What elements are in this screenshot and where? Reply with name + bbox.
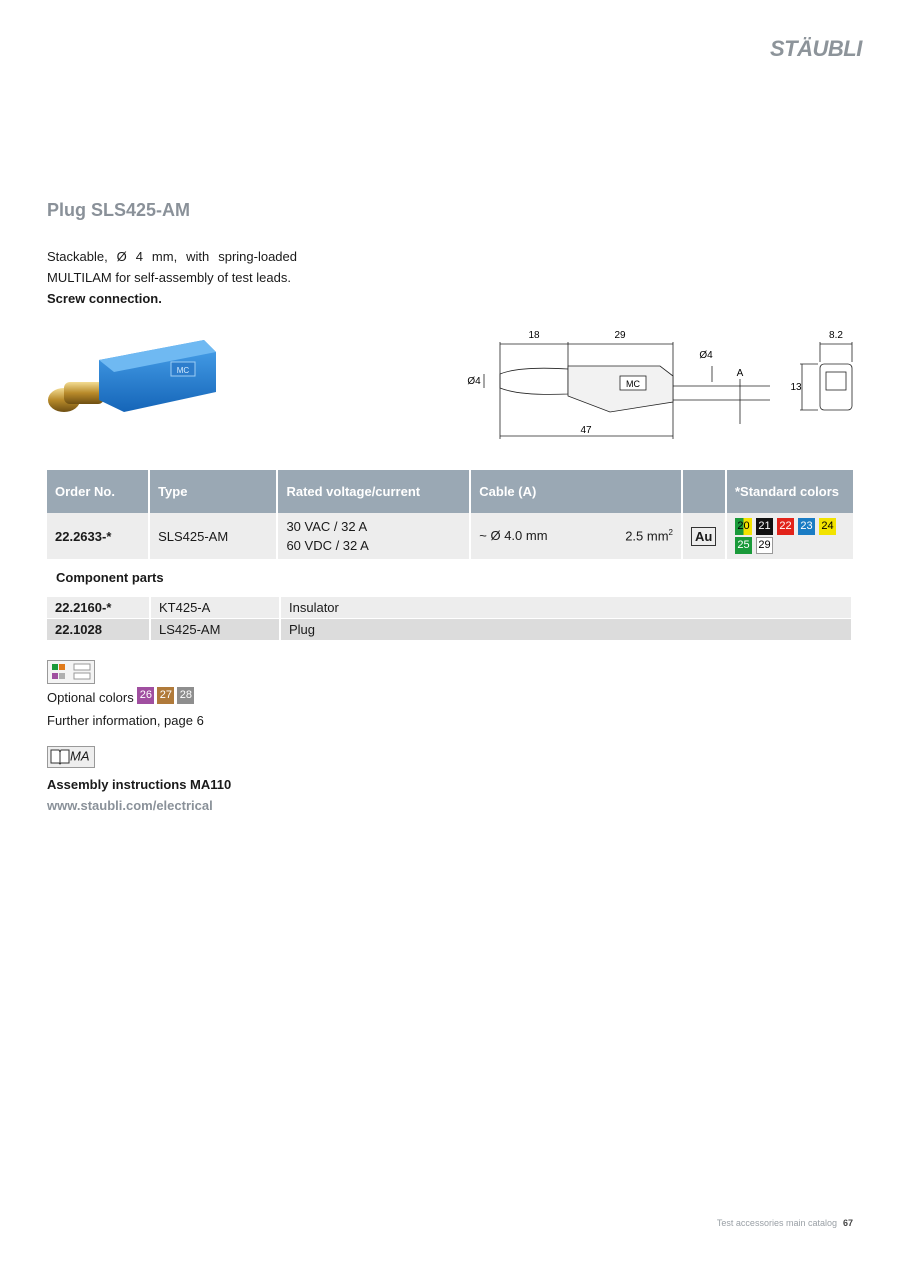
standard-color-swatches — [735, 517, 845, 555]
color-swatch-27: 27 — [157, 687, 174, 704]
cell-voltage — [277, 513, 470, 559]
component-table — [47, 597, 853, 641]
comp-order-no: 22.1028 — [47, 619, 150, 641]
cable-cross-section: 2.5 $mm^2$ — [625, 528, 673, 544]
color-swatch-25: 25 — [735, 537, 752, 554]
color-swatch-28: 28 — [177, 687, 194, 704]
cell-order-no: 22.2633-* — [47, 513, 149, 559]
brand-logo: STÄUBLI — [770, 36, 862, 61]
table-row — [47, 597, 852, 619]
dim-47: 47 — [580, 425, 592, 436]
page-footer — [717, 1218, 853, 1228]
label-a: A — [736, 368, 744, 379]
page-number: 67 — [842, 1218, 853, 1228]
header-voltage: Rated voltage/current — [277, 470, 470, 513]
product-photo — [44, 330, 224, 416]
cable-diameter: ~ Ø 4.0 mm — [479, 528, 548, 544]
comp-type: KT425-A — [150, 597, 280, 619]
color-swatch-24: 24 — [819, 518, 836, 535]
technical-drawing — [460, 324, 860, 444]
footer-catalog: Test accessories main catalog — [716, 1218, 837, 1228]
cell-plating — [682, 513, 726, 559]
table-row — [47, 513, 853, 559]
dim-18: 18 — [528, 330, 540, 341]
header-standard-colors: *Standard colors — [726, 470, 853, 513]
comp-type: LS425-AM — [150, 619, 280, 641]
table-header-row — [47, 470, 853, 513]
cell-cable — [470, 513, 682, 559]
optional-color-swatches — [137, 690, 197, 705]
product-description — [47, 246, 297, 309]
comp-desc: Plug — [280, 619, 852, 641]
comp-desc: Insulator — [280, 597, 852, 619]
dim-29: 29 — [614, 330, 626, 341]
dim-dia-left: Ø4 — [467, 376, 481, 387]
cell-standard-colors — [726, 513, 853, 559]
header-type: Type — [149, 470, 277, 513]
further-information: Further information, page 6 — [47, 713, 204, 728]
assembly-manual-icon — [47, 746, 95, 768]
color-swatch-20: 20 — [735, 518, 752, 535]
website-link[interactable]: www.staubli.com/electrical — [47, 798, 213, 813]
color-swatch-26: 26 — [137, 687, 154, 704]
table-row — [47, 619, 852, 641]
plating-badge: Au — [691, 527, 716, 546]
dim-dia-top: Ø4 — [699, 350, 713, 361]
voltage-dc: 60 VDC / 32 A — [286, 538, 369, 553]
book-icon — [50, 747, 70, 765]
comp-order-no: 22.2160-* — [47, 597, 150, 619]
product-title: Plug SLS425-AM — [47, 200, 191, 220]
dim-13: 13 — [790, 382, 802, 393]
color-swatch-23: 23 — [798, 518, 815, 535]
color-swatch-22: 22 — [777, 518, 794, 535]
order-table — [47, 470, 853, 559]
ma-label: MA — [70, 748, 90, 764]
component-parts-title: Component parts — [56, 570, 164, 585]
header-order-no: Order No. — [47, 470, 149, 513]
drawing-logo-mark: MC — [626, 379, 640, 389]
photo-logo-mark: MC — [176, 366, 190, 375]
assembly-instructions: Assembly instructions MA110 — [47, 777, 232, 792]
color-swatch-21: 21 — [756, 518, 773, 535]
optional-colors-label: Optional colors — [47, 690, 134, 705]
dim-8-2: 8.2 — [829, 330, 843, 341]
color-options-icon — [47, 660, 95, 684]
cell-type: SLS425-AM — [149, 513, 277, 559]
header-plating — [682, 470, 726, 513]
voltage-ac: 30 VAC / 32 A — [286, 519, 368, 534]
color-swatch-29: 29 — [756, 537, 773, 554]
description-bold: Screw connection. — [47, 291, 162, 306]
description-text: Stackable, Ø 4 mm, with spring-loaded MULTILAM for self-assembly of test leads. — [47, 249, 297, 285]
header-cable: Cable (A) — [470, 470, 682, 513]
optional-colors-line — [47, 686, 197, 705]
